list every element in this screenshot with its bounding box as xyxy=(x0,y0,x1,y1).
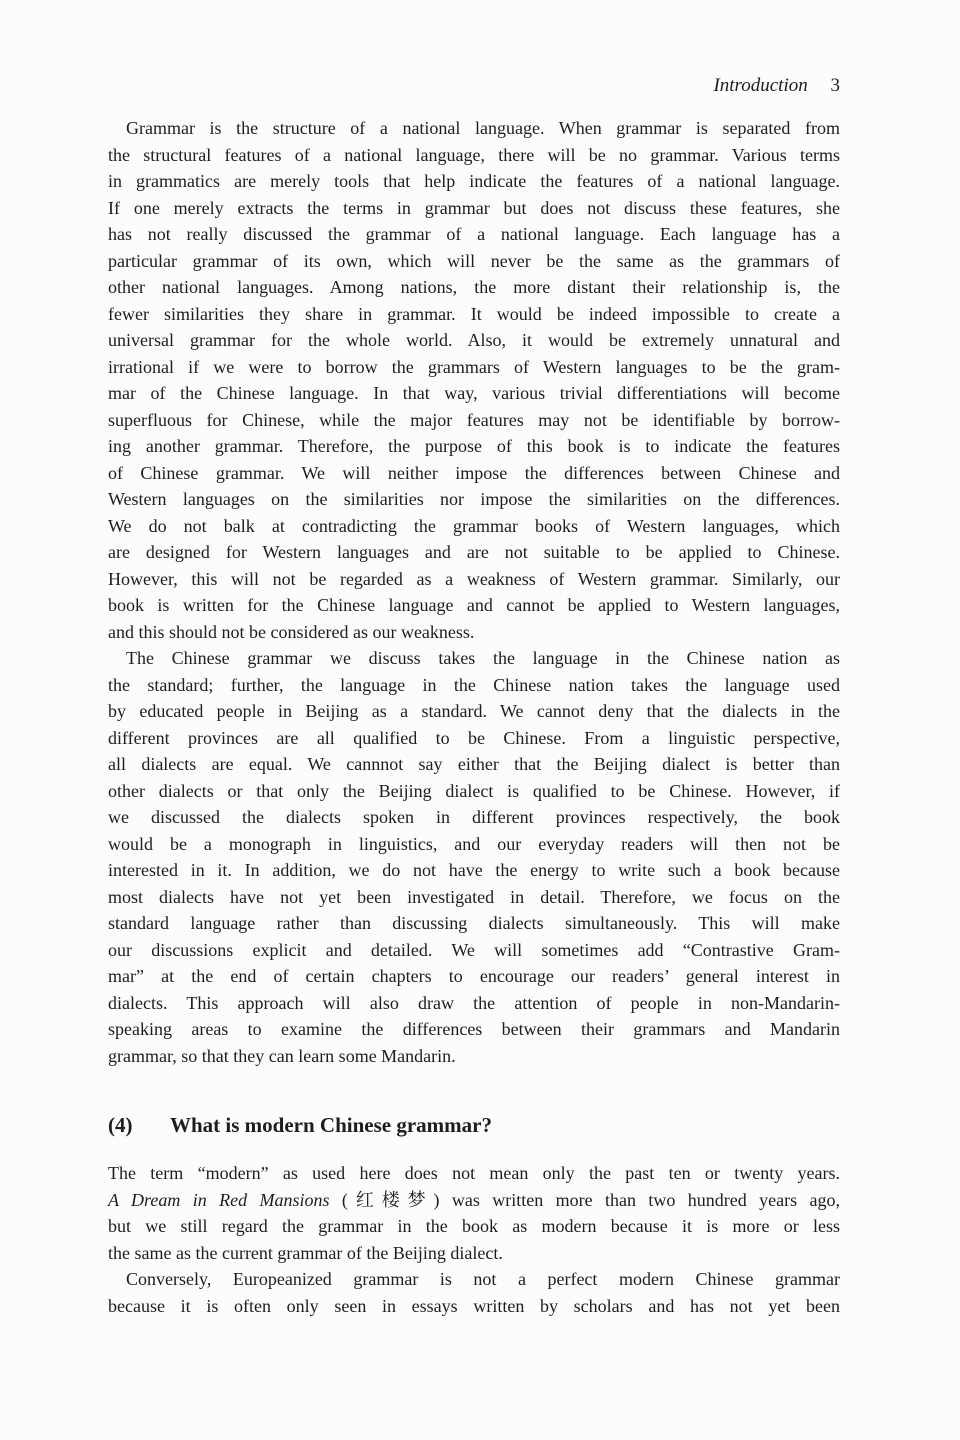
text-line: but we still regard the grammar in the book as modern because it is more or less xyxy=(108,1216,840,1236)
text-line: irrational if we were to borrow the grammars of Western languages to be the gram- xyxy=(108,356,840,377)
paragraph xyxy=(108,1160,840,1266)
heading-number: (4) xyxy=(108,1113,133,1137)
text-line: speaking areas to examine the differences between their grammars and Mandarin xyxy=(108,1019,840,1039)
text-line-rest: (红楼梦) was written more than two hundred years ago, xyxy=(329,1189,840,1210)
text-line: other dialects or that only the Beijing dialect is qualified to be Chinese. However, if xyxy=(108,780,840,801)
text-line: Grammar is the structure of a national language. When grammar is separated from xyxy=(126,118,840,138)
text-line: If one merely extracts the terms in grammar but does not discuss these features, she xyxy=(108,197,840,218)
page-content xyxy=(108,0,840,1319)
paragraph xyxy=(108,115,840,645)
text-line: universal grammar for the whole world. Also, it would be extremely unnatural and xyxy=(108,330,840,350)
text-line: other national languages. Among nations, the more distant their relationship is, the xyxy=(108,277,840,297)
heading-text: What is modern Chinese grammar? xyxy=(170,1113,492,1137)
text-line: fewer similarities they share in grammar. It would be indeed impossible to create a xyxy=(108,303,840,324)
book-title-italic: A Dream in Red Mansions xyxy=(108,1189,330,1210)
text-line: Conversely, Europeanized grammar is not a perfect modern Chinese grammar xyxy=(126,1269,840,1289)
text-line: ing another grammar. Therefore, the purpose of this book is to indicate the features xyxy=(108,436,840,456)
text-line: The Chinese grammar we discuss takes the language in the Chinese nation as xyxy=(126,648,840,668)
text-line: Western languages on the similarities nor impose the similarities on the differences. xyxy=(108,489,840,509)
text-line: superfluous for Chinese, while the major features may not be identifiable by borrow- xyxy=(108,409,840,430)
page-number: 3 xyxy=(830,75,840,96)
text-line: the structural features of a national language, there will be no grammar. Various terms xyxy=(108,144,840,165)
text-line: because it is often only seen in essays written by scholars and has not yet been xyxy=(108,1295,840,1316)
text-line: book is written for the Chinese language and cannot be applied to Western languages, xyxy=(108,595,840,615)
text-line: standard language rather than discussing dialects simultaneously. This will make xyxy=(108,913,840,933)
header-title: Introduction xyxy=(713,75,808,96)
text-line: has not really discussed the grammar of a national language. Each language has a xyxy=(108,224,840,244)
section-heading xyxy=(108,1110,840,1140)
text-line: in grammatics are merely tools that help indicate the features of a national language. xyxy=(108,171,840,191)
text-line: grammar, so that they can learn some Mandarin. xyxy=(108,1045,456,1066)
text-line: all dialects are equal. We cannnot say either that the Beijing dialect is better than xyxy=(108,754,840,774)
text-line: mar” at the end of certain chapters to encourage our readers’ general interest in xyxy=(108,966,840,986)
text-line: interested in it. In addition, we do not have the energy to write such a book because xyxy=(108,860,840,880)
text-line: However, this will not be regarded as a weakness of Western grammar. Similarly, our xyxy=(108,568,840,589)
text-line: We do not balk at contradicting the grammar books of Western languages, which xyxy=(108,515,840,536)
text-line: most dialects have not yet been investigated in detail. Therefore, we focus on the xyxy=(108,886,840,907)
paragraph xyxy=(108,1266,840,1319)
text-line: the same as the current grammar of the Beijing dialect. xyxy=(108,1242,503,1263)
paragraph xyxy=(108,645,840,1069)
text-line: of Chinese grammar. We will neither impose the differences between Chinese and xyxy=(108,462,840,483)
text-line: are designed for Western languages and are not suitable to be applied to Chinese. xyxy=(108,542,840,562)
body-text xyxy=(108,115,840,1319)
running-header xyxy=(108,72,840,99)
text-line: would be a monograph in linguistics, and our everyday readers will then not be xyxy=(108,833,840,854)
text-line: and this should not be considered as our weakness. xyxy=(108,621,475,642)
text-line: particular grammar of its own, which will never be the same as the grammars of xyxy=(108,250,840,271)
text-line: our discussions explicit and detailed. We will sometimes add “Contrastive Gram- xyxy=(108,939,840,960)
text-line: different provinces are all qualified to be Chinese. From a linguistic perspective, xyxy=(108,727,840,748)
text-line: the standard; further, the language in the Chinese nation takes the language used xyxy=(108,674,840,695)
text-line: we discussed the dialects spoken in different provinces respectively, the book xyxy=(108,807,840,827)
text-line: by educated people in Beijing as a standard. We cannot deny that the dialects in the xyxy=(108,701,840,721)
text-line: mar of the Chinese language. In that way, various trivial differentiations will become xyxy=(108,383,840,403)
text-line: The term “modern” as used here does not mean only the past ten or twenty years. xyxy=(108,1163,840,1183)
text-line: dialects. This approach will also draw the attention of people in non-Mandarin- xyxy=(108,992,840,1013)
text-line xyxy=(108,1187,840,1214)
